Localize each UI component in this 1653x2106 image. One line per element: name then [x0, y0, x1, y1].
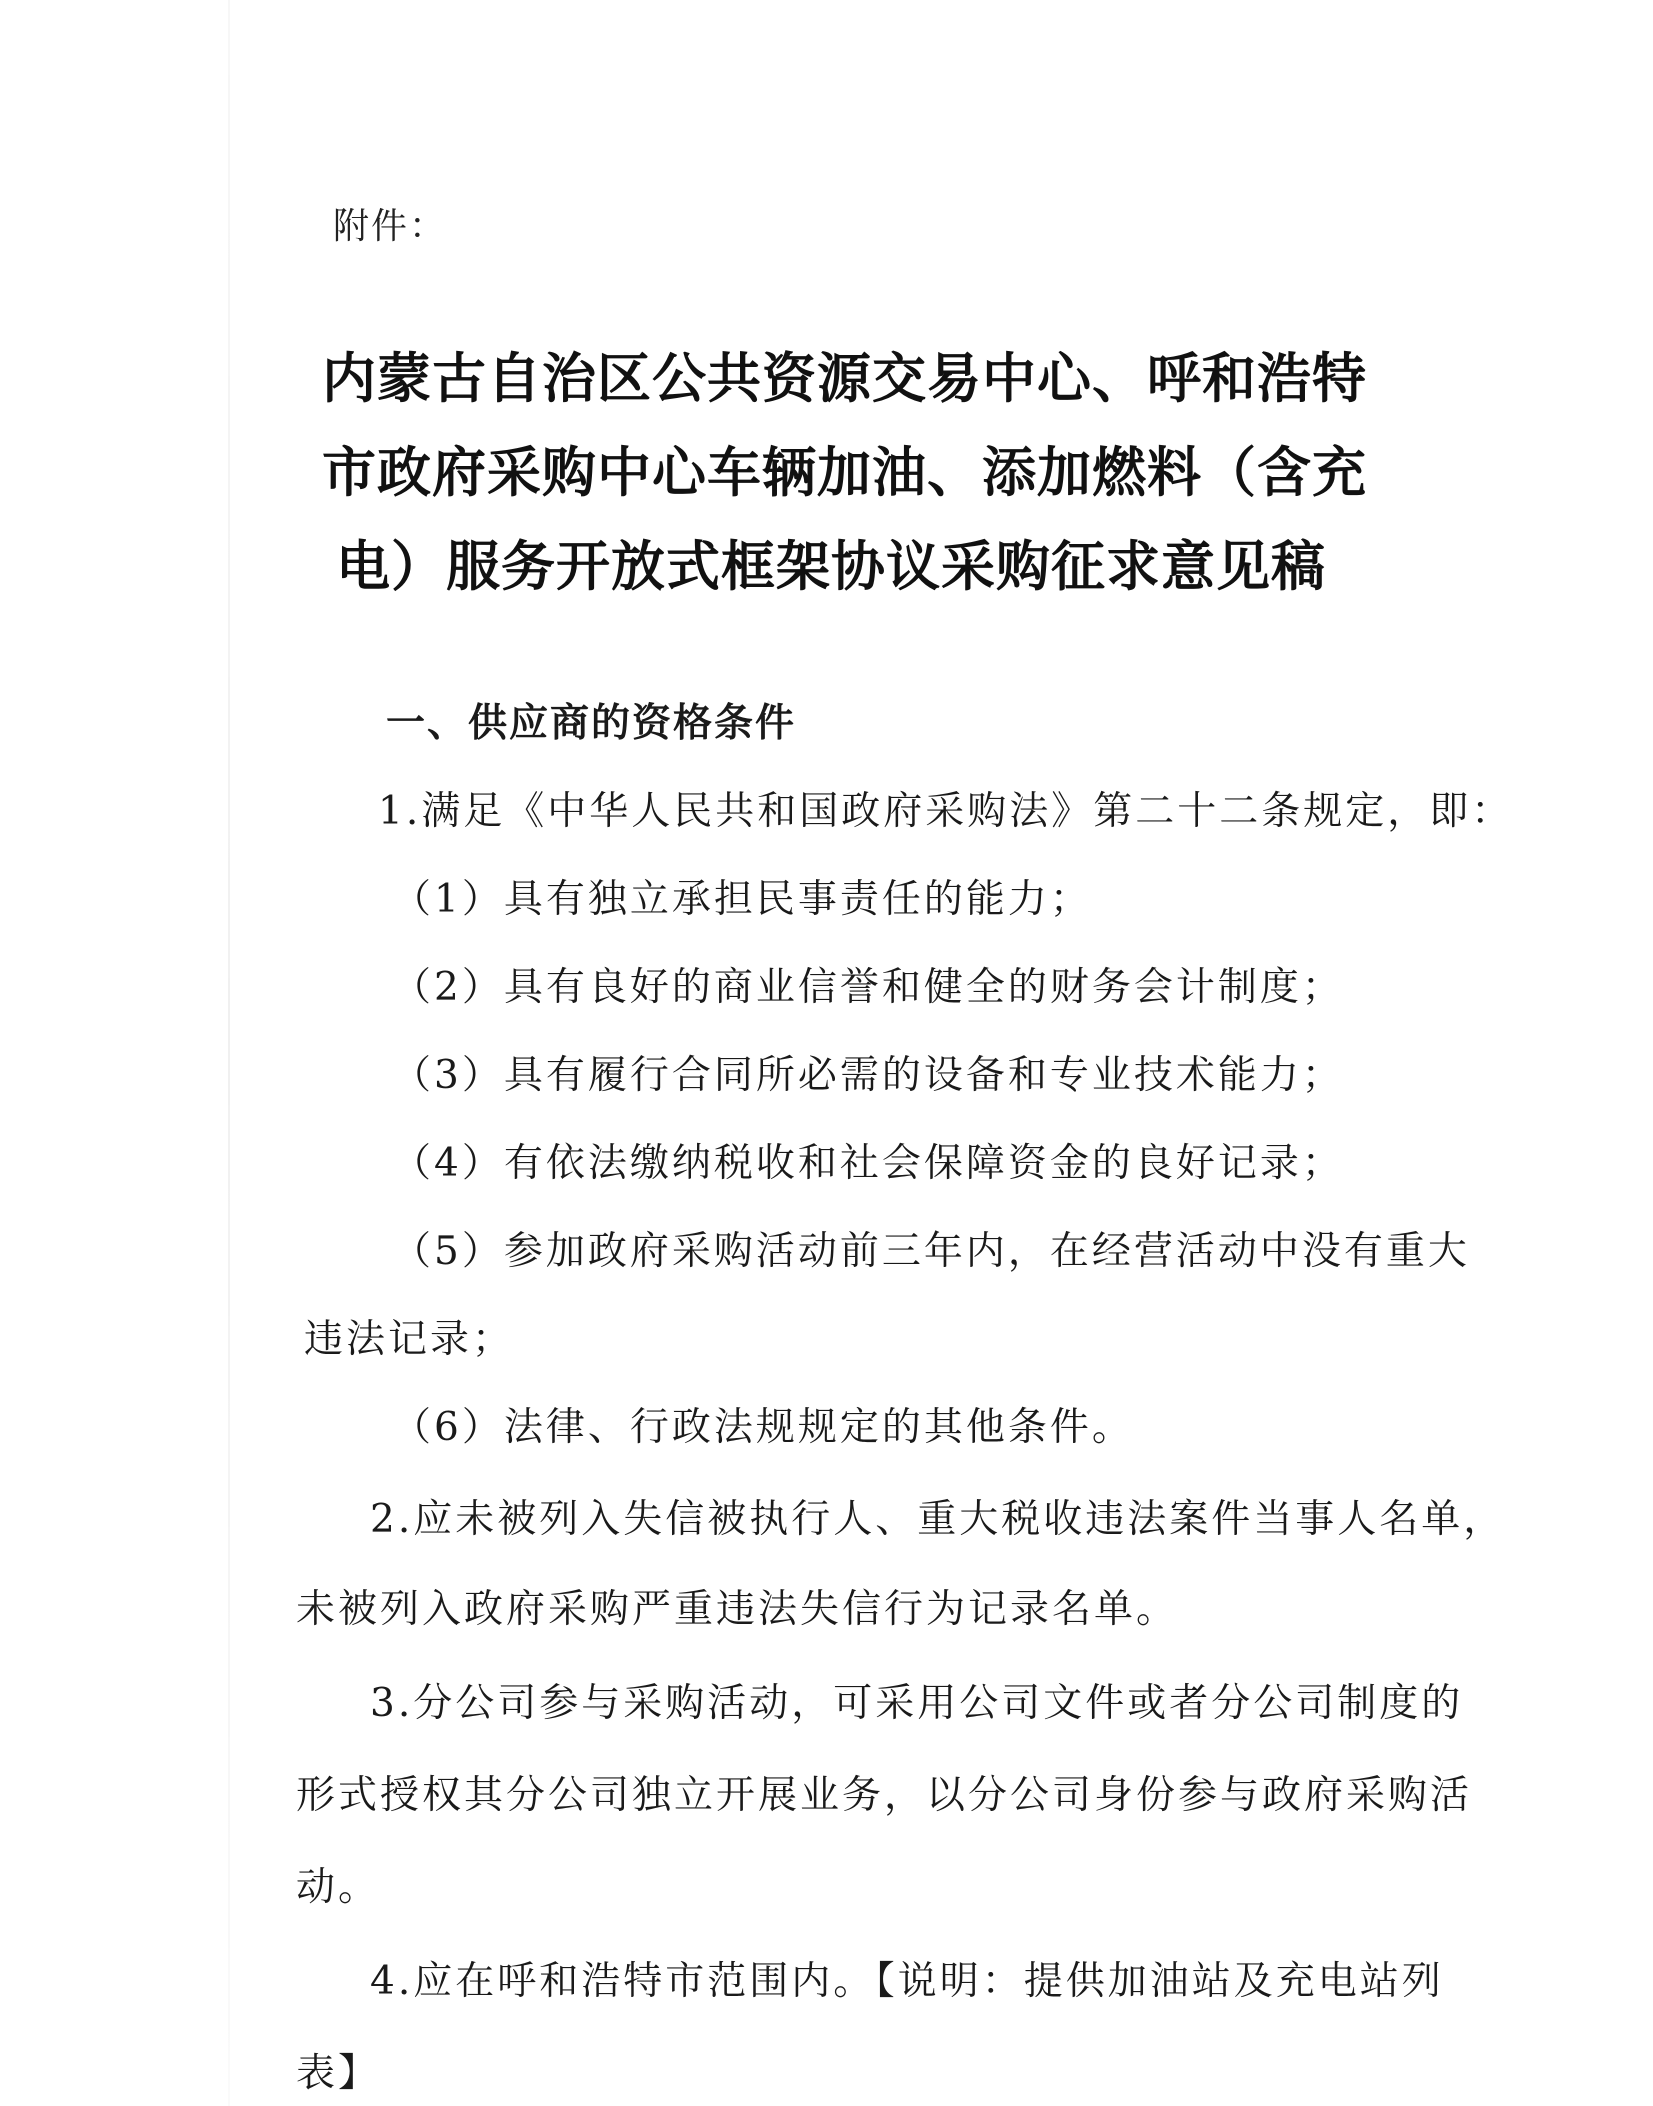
- section-heading: 一、供应商的资格条件: [386, 701, 797, 746]
- title-line-1: 内蒙古自治区公共资源交易中心、呼和浩特: [322, 347, 1367, 410]
- item-1-text: 1.满足《中华人民共和国政府采购法》第二十二条规定，即：: [378, 789, 1514, 834]
- item-1-sub-5: （5）参加政府采购活动前三年内，在经营活动中没有重大: [392, 1229, 1470, 1274]
- item-1-sub-1: （1）具有独立承担民事责任的能力；: [392, 877, 1092, 922]
- scan-edge-shadow: [228, 0, 230, 2106]
- item-3-line-2: 形式授权其分公司独立开展业务，以分公司身份参与政府采购活: [296, 1773, 1473, 1818]
- item-4-line-1: 4.应在呼和浩特市范围内。【说明：提供加油站及充电站列: [370, 1959, 1444, 2004]
- item-3-line-1: 3.分公司参与采购活动，可采用公司文件或者分公司制度的: [370, 1681, 1464, 1726]
- item-3-line-3: 动。: [296, 1865, 381, 1910]
- item-1-sub-2: （2）具有良好的商业信誉和健全的财务会计制度；: [392, 965, 1344, 1010]
- document-title: [322, 332, 1382, 614]
- item-1-sub-5-cont: 违法记录；: [304, 1317, 515, 1362]
- attachment-label: 附件：: [333, 206, 448, 247]
- item-1-sub-6: （6）法律、行政法规规定的其他条件。: [392, 1405, 1134, 1450]
- item-1-sub-3: （3）具有履行合同所必需的设备和专业技术能力；: [392, 1053, 1344, 1098]
- item-2-line-2: 未被列入政府采购严重违法失信行为记录名单。: [296, 1587, 1179, 1632]
- item-4-line-2: 表】: [296, 2051, 381, 2096]
- title-line-2: 市政府采购中心车辆加油、添加燃料（含充: [322, 441, 1367, 504]
- item-1-sub-4: （4）有依法缴纳税收和社会保障资金的良好记录；: [392, 1141, 1344, 1186]
- item-2-line-1: 2.应未被列入失信被执行人、重大税收违法案件当事人名单，: [370, 1497, 1506, 1542]
- title-line-3: 电）服务开放式框架协议采购征求意见稿: [336, 535, 1326, 598]
